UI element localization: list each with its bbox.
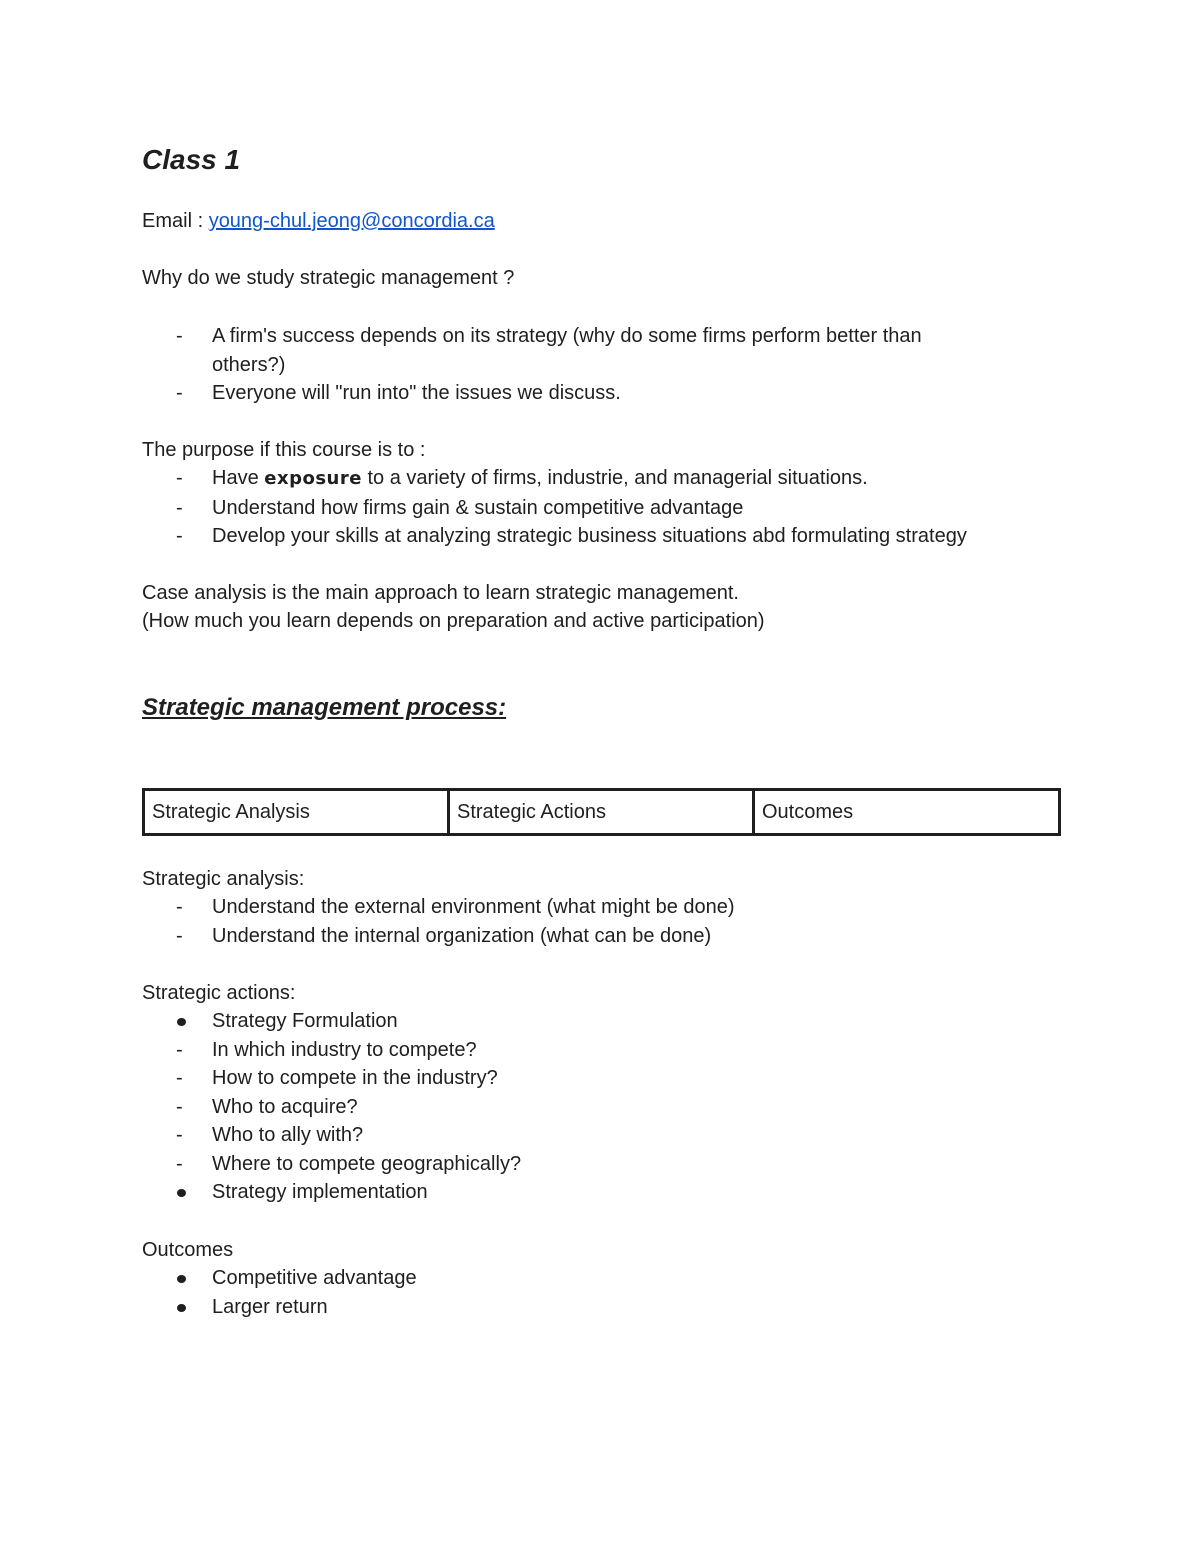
list-item-text: Develop your skills at analyzing strategic business situations abd formulating strategy bbox=[212, 525, 967, 547]
list-item-text: Understand the external environment (what might be done) bbox=[212, 896, 735, 918]
analysis-list bbox=[142, 893, 1072, 950]
table-cell-outcomes: Outcomes bbox=[754, 790, 1060, 835]
dash-marker: - bbox=[176, 896, 183, 918]
list-item bbox=[142, 893, 1072, 922]
page-title: Class 1 bbox=[142, 144, 241, 175]
list-item-text: How to compete in the industry? bbox=[212, 1067, 498, 1089]
list-item bbox=[142, 1178, 1072, 1207]
actions-heading: Strategic actions: bbox=[142, 982, 296, 1004]
list-item bbox=[142, 379, 1072, 408]
dash-marker: - bbox=[176, 525, 183, 547]
dash-marker: - bbox=[176, 1095, 183, 1118]
why-question: Why do we study strategic management ? bbox=[142, 267, 515, 289]
list-item bbox=[142, 494, 1072, 523]
email-label: Email : bbox=[142, 210, 209, 232]
list-item bbox=[142, 1121, 1072, 1150]
list-item bbox=[142, 1264, 1072, 1293]
dash-marker: - bbox=[176, 1152, 183, 1175]
dash-marker: - bbox=[176, 496, 183, 519]
case-line-2: (How much you learn depends on preparation and active participation) bbox=[142, 610, 765, 632]
outcomes-list bbox=[142, 1264, 1072, 1321]
actions-list bbox=[142, 1007, 1072, 1207]
list-item-text: Strategy Formulation bbox=[212, 1010, 398, 1032]
list-item bbox=[142, 1064, 1072, 1093]
why-list bbox=[142, 322, 1072, 408]
list-item-text: Understand the internal organization (what can be done) bbox=[212, 924, 712, 947]
table-cell-actions: Strategic Actions bbox=[449, 790, 754, 835]
list-item-text: In which industry to compete? bbox=[212, 1038, 477, 1061]
table-cell-analysis: Strategic Analysis bbox=[144, 790, 449, 835]
dash-marker: - bbox=[176, 924, 183, 947]
process-heading: Strategic management process: bbox=[142, 694, 507, 721]
analysis-heading: Strategic analysis: bbox=[142, 868, 305, 890]
dash-marker: - bbox=[176, 467, 183, 489]
case-line-1: Case analysis is the main approach to learn strategic management. bbox=[142, 582, 739, 604]
dash-marker: - bbox=[176, 1067, 183, 1089]
list-item-text: Competitive advantage bbox=[212, 1267, 417, 1289]
email-line bbox=[142, 207, 495, 235]
list-item-text: A firm's success depends on its strategy (why do some firms perform better than bbox=[212, 325, 922, 347]
dash-marker: - bbox=[176, 1038, 183, 1061]
purpose-list bbox=[142, 464, 1072, 551]
dash-marker: - bbox=[176, 382, 183, 404]
list-item bbox=[142, 922, 1072, 951]
list-item bbox=[142, 1036, 1072, 1065]
outcomes-heading: Outcomes bbox=[142, 1239, 234, 1261]
dash-marker: - bbox=[176, 325, 183, 347]
list-item-text: Everyone will "run into" the issues we discuss. bbox=[212, 382, 621, 404]
list-item bbox=[142, 522, 1072, 551]
list-item-text: Who to acquire? bbox=[212, 1095, 358, 1118]
purpose-intro: The purpose if this course is to : bbox=[142, 439, 426, 461]
list-item bbox=[142, 322, 1072, 379]
list-item-text: Understand how firms gain & sustain competitive advantage bbox=[212, 496, 744, 519]
list-item bbox=[142, 1150, 1072, 1179]
list-item bbox=[142, 1093, 1072, 1122]
table-row bbox=[144, 790, 1060, 835]
email-link[interactable]: young-chul.jeong@concordia.ca bbox=[208, 210, 495, 232]
list-item-text: Who to ally with? bbox=[212, 1124, 364, 1146]
list-item bbox=[142, 464, 1072, 494]
list-item bbox=[142, 1007, 1072, 1036]
list-item-text: Larger return bbox=[212, 1295, 328, 1318]
list-item-text: Strategy implementation bbox=[212, 1181, 428, 1203]
emphasis-word: exposure bbox=[264, 468, 362, 489]
dash-marker: - bbox=[176, 1124, 183, 1146]
process-table bbox=[142, 788, 1061, 836]
list-item bbox=[142, 1293, 1072, 1322]
list-item-text-start: Have bbox=[212, 467, 265, 489]
list-item-text: Where to compete geographically? bbox=[212, 1152, 522, 1175]
list-item-text-continued: others?) bbox=[212, 353, 286, 376]
list-item-text-end: to a variety of firms, industrie, and managerial situations. bbox=[361, 467, 868, 489]
